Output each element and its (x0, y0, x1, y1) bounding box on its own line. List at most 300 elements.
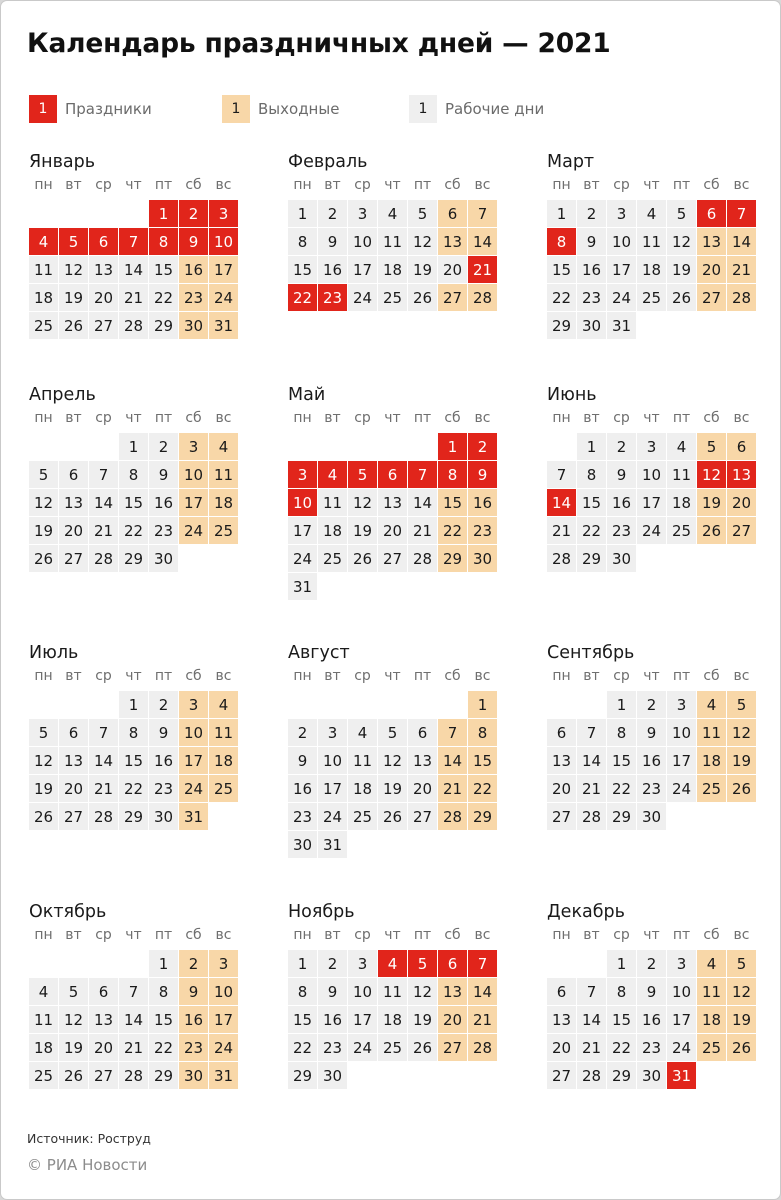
day-cell: 16 (179, 256, 208, 283)
day-cell: 6 (727, 433, 756, 460)
day-cell: 15 (288, 256, 317, 283)
day-cell: 17 (667, 747, 696, 774)
day-cell: 9 (179, 978, 208, 1005)
day-cell: 1 (577, 433, 606, 460)
weekday-label: вс (733, 668, 750, 684)
weekday-label: вс (215, 668, 232, 684)
weekday-label: чт (125, 177, 142, 193)
day-cell: 23 (637, 1034, 666, 1061)
legend-weekend (222, 95, 339, 123)
day-cell: 28 (408, 545, 437, 572)
day-cell: 23 (637, 775, 666, 802)
day-cell: 15 (288, 1006, 317, 1033)
day-cell: 10 (637, 461, 666, 488)
day-cell: 4 (637, 200, 666, 227)
day-cell: 19 (408, 1006, 437, 1033)
day-cell: 16 (607, 489, 636, 516)
day-cell: 28 (577, 1062, 606, 1089)
month-block (29, 898, 239, 1089)
month-block (288, 148, 498, 311)
day-cell: 26 (408, 284, 437, 311)
day-cell: 22 (607, 1034, 636, 1061)
day-cell: 25 (697, 775, 726, 802)
weekday-label: ср (95, 668, 112, 684)
day-cell: 21 (119, 1034, 148, 1061)
weekday-label: ср (354, 668, 371, 684)
weekday-label: вс (215, 927, 232, 943)
day-cell: 14 (468, 978, 497, 1005)
day-cell: 5 (29, 719, 58, 746)
day-grid (29, 691, 239, 830)
day-cell: 7 (89, 461, 118, 488)
day-cell: 21 (577, 775, 606, 802)
day-cell: 2 (288, 719, 317, 746)
day-cell: 23 (607, 517, 636, 544)
copyright: © РИА Новости (27, 1156, 148, 1174)
day-cell: 18 (697, 747, 726, 774)
month-name: Июнь (547, 385, 597, 405)
day-cell: 20 (438, 1006, 467, 1033)
day-cell: 30 (149, 545, 178, 572)
day-cell: 24 (667, 775, 696, 802)
weekday-label: сб (185, 927, 202, 943)
day-cell: 20 (378, 517, 407, 544)
day-cell: 5 (727, 950, 756, 977)
day-cell: 29 (149, 312, 178, 339)
day-cell: 25 (378, 284, 407, 311)
day-cell: 22 (607, 775, 636, 802)
day-cell: 10 (209, 978, 238, 1005)
day-cell: 31 (607, 312, 636, 339)
day-cell: 19 (727, 1006, 756, 1033)
day-cell: 1 (547, 200, 576, 227)
day-cell: 9 (607, 461, 636, 488)
month-name: Август (288, 643, 350, 663)
weekday-header (29, 409, 239, 433)
day-cell: 26 (378, 803, 407, 830)
day-cell: 8 (149, 228, 178, 255)
day-cell: 5 (697, 433, 726, 460)
day-cell: 21 (468, 256, 497, 283)
day-cell: 24 (348, 284, 377, 311)
day-cell: 18 (667, 489, 696, 516)
weekday-label: вс (474, 410, 491, 426)
weekday-header (547, 409, 757, 433)
day-cell: 15 (149, 1006, 178, 1033)
day-cell: 9 (637, 978, 666, 1005)
day-cell: 11 (697, 719, 726, 746)
day-cell: 30 (577, 312, 606, 339)
day-cell: 1 (607, 691, 636, 718)
day-cell: 27 (697, 284, 726, 311)
weekday-label: сб (185, 410, 202, 426)
weekday-label: пт (413, 410, 432, 426)
day-cell: 24 (179, 517, 208, 544)
weekday-label: ср (613, 410, 630, 426)
day-cell: 21 (119, 284, 148, 311)
day-cell: 29 (288, 1062, 317, 1089)
day-cell: 18 (378, 256, 407, 283)
day-cell: 13 (438, 228, 467, 255)
day-cell: 26 (697, 517, 726, 544)
day-cell: 14 (408, 489, 437, 516)
day-cell: 22 (119, 775, 148, 802)
day-cell: 27 (547, 803, 576, 830)
day-cell: 23 (468, 517, 497, 544)
day-cell: 23 (149, 775, 178, 802)
day-cell: 20 (547, 1034, 576, 1061)
weekday-label: вт (65, 410, 82, 426)
weekday-label: пн (34, 410, 53, 426)
weekday-label: пн (293, 410, 312, 426)
day-cell: 4 (209, 433, 238, 460)
weekday-label: вт (324, 410, 341, 426)
weekday-header (288, 409, 498, 433)
day-cell: 12 (59, 256, 88, 283)
day-cell: 6 (59, 719, 88, 746)
weekday-label: чт (643, 668, 660, 684)
weekday-label: пт (154, 668, 173, 684)
day-cell: 14 (438, 747, 467, 774)
weekday-label: пн (552, 410, 571, 426)
day-cell: 29 (438, 545, 467, 572)
day-cell: 13 (89, 256, 118, 283)
day-cell: 5 (408, 200, 437, 227)
day-cell: 14 (119, 1006, 148, 1033)
weekday-label: пт (672, 410, 691, 426)
day-cell: 24 (348, 1034, 377, 1061)
day-cell: 9 (468, 461, 497, 488)
day-cell: 26 (727, 775, 756, 802)
day-cell: 19 (378, 775, 407, 802)
weekday-header (29, 926, 239, 950)
weekday-label: чт (384, 410, 401, 426)
day-cell: 15 (607, 1006, 636, 1033)
day-cell: 10 (179, 461, 208, 488)
weekday-label: ср (95, 927, 112, 943)
day-grid (547, 200, 757, 339)
day-cell: 21 (89, 517, 118, 544)
weekday-label: чт (384, 668, 401, 684)
day-cell: 17 (179, 489, 208, 516)
weekday-label: чт (643, 410, 660, 426)
day-cell: 3 (209, 200, 238, 227)
day-cell: 10 (318, 747, 347, 774)
day-cell: 12 (408, 978, 437, 1005)
month-block (288, 381, 498, 600)
legend-working-label: Рабочие дни (445, 100, 545, 118)
day-cell: 2 (149, 433, 178, 460)
day-cell: 29 (607, 803, 636, 830)
legend-working (409, 95, 544, 123)
day-cell: 2 (468, 433, 497, 460)
weekday-label: пн (34, 177, 53, 193)
weekday-label: чт (125, 410, 142, 426)
month-name: Январь (29, 152, 96, 172)
weekday-label: сб (703, 668, 720, 684)
day-cell: 18 (318, 517, 347, 544)
day-cell: 8 (288, 978, 317, 1005)
day-cell: 8 (577, 461, 606, 488)
weekday-label: пт (413, 927, 432, 943)
day-cell: 20 (408, 775, 437, 802)
day-cell: 21 (438, 775, 467, 802)
day-cell: 28 (468, 1034, 497, 1061)
day-cell: 20 (89, 1034, 118, 1061)
day-cell: 25 (29, 312, 58, 339)
day-cell: 7 (438, 719, 467, 746)
weekday-label: вс (474, 927, 491, 943)
weekday-label: пн (34, 927, 53, 943)
day-cell: 7 (408, 461, 437, 488)
day-cell: 19 (29, 775, 58, 802)
day-cell: 11 (318, 489, 347, 516)
day-cell: 25 (209, 517, 238, 544)
day-cell: 16 (637, 1006, 666, 1033)
day-cell: 22 (468, 775, 497, 802)
day-cell: 8 (288, 228, 317, 255)
legend (1, 95, 780, 125)
day-cell: 15 (547, 256, 576, 283)
weekday-label: вс (474, 177, 491, 193)
weekday-label: вс (215, 177, 232, 193)
day-cell: 11 (637, 228, 666, 255)
day-cell: 25 (378, 1034, 407, 1061)
day-cell: 27 (59, 545, 88, 572)
weekday-label: вт (324, 927, 341, 943)
day-cell: 19 (59, 1034, 88, 1061)
day-grid (547, 691, 757, 830)
day-cell: 23 (149, 517, 178, 544)
day-cell: 6 (438, 950, 467, 977)
day-cell: 12 (29, 489, 58, 516)
day-cell: 12 (727, 719, 756, 746)
day-cell: 28 (577, 803, 606, 830)
day-cell: 20 (697, 256, 726, 283)
day-cell: 12 (727, 978, 756, 1005)
day-cell: 24 (209, 284, 238, 311)
day-cell: 23 (179, 284, 208, 311)
day-cell: 10 (179, 719, 208, 746)
day-cell: 31 (209, 312, 238, 339)
day-cell: 13 (59, 747, 88, 774)
day-cell: 21 (468, 1006, 497, 1033)
weekday-label: вт (324, 668, 341, 684)
day-cell: 26 (29, 803, 58, 830)
month-block (547, 148, 757, 339)
day-cell: 3 (348, 200, 377, 227)
day-cell: 26 (29, 545, 58, 572)
day-cell: 4 (378, 950, 407, 977)
day-cell: 15 (468, 747, 497, 774)
day-cell: 14 (89, 489, 118, 516)
day-cell: 6 (89, 228, 118, 255)
day-cell: 10 (348, 978, 377, 1005)
day-cell: 11 (29, 256, 58, 283)
day-cell: 1 (288, 950, 317, 977)
day-cell: 30 (149, 803, 178, 830)
day-cell: 4 (29, 978, 58, 1005)
day-cell: 17 (209, 256, 238, 283)
weekday-label: сб (185, 177, 202, 193)
day-cell: 17 (288, 517, 317, 544)
day-cell: 13 (727, 461, 756, 488)
day-cell: 28 (727, 284, 756, 311)
day-cell: 17 (318, 775, 347, 802)
day-cell: 11 (209, 719, 238, 746)
day-grid (288, 433, 498, 600)
day-cell: 28 (119, 1062, 148, 1089)
weekday-label: чт (384, 927, 401, 943)
day-cell: 16 (318, 256, 347, 283)
weekday-label: чт (125, 668, 142, 684)
day-cell: 27 (89, 312, 118, 339)
day-cell: 2 (577, 200, 606, 227)
day-cell: 15 (438, 489, 467, 516)
day-cell: 7 (89, 719, 118, 746)
day-cell: 28 (547, 545, 576, 572)
day-cell: 2 (318, 200, 347, 227)
month-block (288, 639, 498, 858)
day-cell: 22 (577, 517, 606, 544)
weekday-label: вс (733, 177, 750, 193)
weekday-label: ср (613, 668, 630, 684)
day-cell: 1 (438, 433, 467, 460)
month-block (547, 639, 757, 830)
day-cell: 30 (637, 803, 666, 830)
day-cell: 12 (348, 489, 377, 516)
weekday-label: вс (733, 410, 750, 426)
day-cell: 9 (318, 978, 347, 1005)
month-block (547, 381, 757, 572)
day-cell: 6 (438, 200, 467, 227)
day-cell: 18 (637, 256, 666, 283)
weekday-label: пн (293, 177, 312, 193)
day-cell: 11 (378, 978, 407, 1005)
weekday-label: пт (154, 177, 173, 193)
day-cell: 25 (318, 545, 347, 572)
weekday-label: пт (413, 668, 432, 684)
day-cell: 1 (607, 950, 636, 977)
weekday-label: ср (613, 177, 630, 193)
legend-weekend-swatch: 1 (222, 95, 250, 123)
weekday-label: пт (672, 177, 691, 193)
weekday-label: ср (95, 410, 112, 426)
day-cell: 24 (667, 1034, 696, 1061)
page-title: Календарь праздничных дней — 2021 (27, 28, 611, 59)
day-cell: 17 (179, 747, 208, 774)
day-cell: 26 (59, 1062, 88, 1089)
weekday-label: вт (583, 410, 600, 426)
day-cell: 4 (318, 461, 347, 488)
day-cell: 25 (29, 1062, 58, 1089)
day-grid (547, 433, 757, 572)
weekday-label: ср (95, 177, 112, 193)
day-grid (547, 950, 757, 1089)
day-cell: 7 (468, 950, 497, 977)
day-cell: 28 (119, 312, 148, 339)
weekday-label: пн (293, 927, 312, 943)
day-cell: 25 (667, 517, 696, 544)
day-cell: 27 (408, 803, 437, 830)
month-name: Март (547, 152, 595, 172)
day-cell: 24 (637, 517, 666, 544)
day-cell: 27 (59, 803, 88, 830)
day-cell: 6 (697, 200, 726, 227)
weekday-label: ср (354, 410, 371, 426)
day-cell: 9 (149, 719, 178, 746)
day-cell: 14 (89, 747, 118, 774)
day-grid (29, 950, 239, 1089)
weekday-label: вт (583, 668, 600, 684)
day-cell: 17 (348, 1006, 377, 1033)
day-cell: 4 (209, 691, 238, 718)
day-cell: 12 (59, 1006, 88, 1033)
legend-working-swatch: 1 (409, 95, 437, 123)
day-grid (288, 691, 498, 858)
day-cell: 13 (697, 228, 726, 255)
day-cell: 7 (119, 228, 148, 255)
day-cell: 26 (727, 1034, 756, 1061)
day-cell: 10 (607, 228, 636, 255)
day-cell: 2 (318, 950, 347, 977)
day-cell: 22 (547, 284, 576, 311)
day-cell: 2 (637, 691, 666, 718)
day-cell: 13 (547, 1006, 576, 1033)
day-cell: 20 (59, 775, 88, 802)
day-cell: 5 (59, 228, 88, 255)
day-cell: 17 (637, 489, 666, 516)
day-cell: 18 (209, 747, 238, 774)
day-cell: 7 (577, 978, 606, 1005)
month-block (547, 898, 757, 1089)
day-cell: 17 (348, 256, 377, 283)
day-cell: 31 (209, 1062, 238, 1089)
weekday-label: вт (65, 177, 82, 193)
day-cell: 24 (288, 545, 317, 572)
day-cell: 3 (318, 719, 347, 746)
legend-holiday (29, 95, 152, 123)
day-cell: 31 (667, 1062, 696, 1089)
day-cell: 6 (547, 978, 576, 1005)
month-name: Ноябрь (288, 902, 355, 922)
day-cell: 25 (697, 1034, 726, 1061)
day-cell: 23 (577, 284, 606, 311)
day-cell: 18 (697, 1006, 726, 1033)
weekday-label: пт (413, 177, 432, 193)
day-cell: 7 (119, 978, 148, 1005)
legend-holiday-swatch: 1 (29, 95, 57, 123)
day-cell: 3 (667, 691, 696, 718)
day-cell: 15 (119, 747, 148, 774)
day-cell: 1 (119, 691, 148, 718)
day-cell: 22 (288, 284, 317, 311)
weekday-label: пт (154, 410, 173, 426)
day-cell: 16 (149, 747, 178, 774)
weekday-label: вс (474, 668, 491, 684)
day-cell: 24 (607, 284, 636, 311)
day-cell: 2 (149, 691, 178, 718)
weekday-label: пн (34, 668, 53, 684)
day-cell: 11 (29, 1006, 58, 1033)
day-cell: 5 (667, 200, 696, 227)
day-cell: 2 (637, 950, 666, 977)
day-cell: 13 (89, 1006, 118, 1033)
day-cell: 18 (209, 489, 238, 516)
day-cell: 9 (637, 719, 666, 746)
weekday-label: вт (324, 177, 341, 193)
day-cell: 31 (179, 803, 208, 830)
